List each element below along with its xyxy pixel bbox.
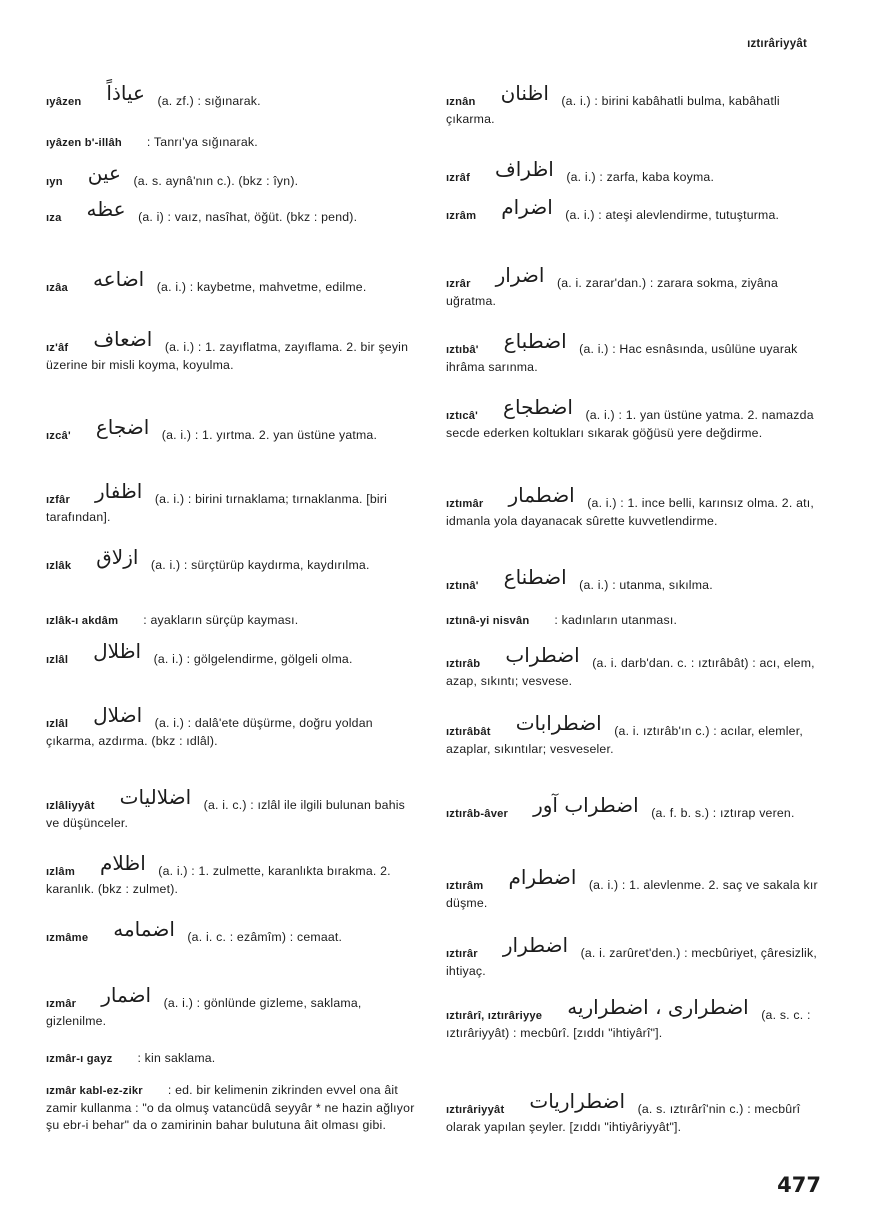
entry-definition: (a. i.) : sürçtürüp kaydırma, kaydırılma. [150,558,370,572]
entry-headword: ıztırârî, ıztırâriyye [446,1010,543,1022]
entry-headword: ıztırâm [446,880,484,892]
entry-arabic-script: اضعاف [93,327,153,351]
dictionary-entry [446,643,820,690]
entry-definition: (a. i.) : dalâ'ete düşürme, doğru yoldan çıkarma, azdırma. (bkz : ıdlâl). [46,716,373,748]
entry-headword: ızlâl [46,718,69,730]
entry-arabic-script: اضطرابات [515,711,602,735]
entry-headword: ızmâr-ı gayz [46,1053,113,1065]
entry-definition: (a. i.) : gölgelendirme, gölgeli olma. [153,652,353,666]
entry-arabic-script: ازلاق [96,545,139,569]
entry-arabic-script: اضرار [495,263,545,287]
entry-definition: (a. i. darb'dan. c. : ıztırâbât) : acı, elem, azap, sıkıntı; vesvese. [446,656,815,688]
entry-definition: (a. f. b. s.) : ıztırap veren. [651,806,795,820]
entry-headword: ıyâzen [46,96,82,108]
entry-definition: (a. i. c.) : ızlâl ile ilgili bulunan bahis ve düşünceler. [46,798,406,830]
entry-headword: ıyâzen b'-illâh [46,137,122,149]
entry-arabic-script: اضطراب [505,643,580,667]
entry-definition: (a. i.) : 1. yırtma. 2. yan üstüne yatma. [161,428,378,442]
entry-headword: ıztıbâ' [446,344,479,356]
entry-arabic-script: عظه [86,197,126,221]
entry-definition: (a. i.) : Hac esnâsında, usûlüne uyarak ihrâma sarınma. [446,342,798,374]
dictionary-entry [46,1050,420,1068]
entry-definition: (a. i.) : 1. zayıflatma, zayıflama. 2. bir şeyin üzerine bir misli koyma, koyulma. [46,340,409,372]
entry-headword: ıznân [446,96,476,108]
dictionary-entry [46,785,420,832]
entry-arabic-script: اظلام [99,851,146,875]
entry-definition: (a. s. ıztırârî'nin c.) : mecbûrî olarak yapılan şeyler. [zıddı "ihtiyâriyyât"]. [446,1102,801,1134]
entry-definition: (a. zf.) : sığınarak. [157,94,261,108]
entry-definition: (a. i.) : 1. ince belli, karınsız olma. 2. atı, idmanla yola dayanacak sûrette kuvvetlendirme. [446,496,814,528]
dictionary-entry [46,327,420,374]
entry-arabic-script: اضطناع [503,565,567,589]
entry-headword: ıyn [46,176,63,188]
dictionary-entry [46,612,420,630]
dictionary-entry [46,134,420,152]
entry-arabic-script: اظلال [93,639,142,663]
entry-headword: ızlâm [46,866,75,878]
entry-headword: ızmâr kabl-ez-zikr [46,1085,143,1097]
entry-arabic-script: اضطباع [503,329,567,353]
entry-headword: ızfâr [46,494,71,506]
dictionary-entry [46,161,420,191]
entry-definition: (a. i.) : ateşi alevlendirme, tutuşturma. [565,208,780,222]
dictionary-entry [446,865,820,912]
entry-headword: ızlâl [46,654,69,666]
entry-definition: : kin saklama. [137,1051,216,1065]
dictionary-entry [46,415,420,445]
entry-definition: : kadınların utanması. [554,613,678,627]
entry-arabic-script: اضطراریات [529,1089,626,1113]
entry-headword: ıztıcâ' [446,410,479,422]
entry-definition: (a. i.) : 1. zulmette, karanlıkta bırakma. 2. karanlık. (bkz : zulmet). [46,864,391,896]
dictionary-entry [446,195,820,225]
entry-arabic-script: اضلال [93,703,143,727]
entry-headword: ızlâliyyât [46,800,95,812]
entry-definition: (a. s. c. : ıztırâriyyât) : mecbûrî. [zıddı "ihtiyârî"]. [446,1008,811,1040]
entry-arabic-script: اضمار [101,983,152,1007]
entry-headword: ızâa [46,282,68,294]
entry-arabic-script: اظنان [500,81,549,105]
entry-definition: (a. i.) : utanma, sıkılma. [579,578,713,592]
entry-arabic-script: اضاعه [92,267,145,291]
entry-headword: ızrâm [446,210,477,222]
dictionary-entry [46,983,420,1030]
entry-headword: ıztırâriyyât [446,1104,505,1116]
dictionary-entry [446,263,820,310]
dictionary-entry [46,917,420,947]
dictionary-entry [446,81,820,128]
entry-arabic-script: اضمامه [113,917,175,941]
dictionary-entry [46,197,420,227]
dictionary-entry [46,639,420,669]
dictionary-entry [46,81,420,111]
entry-arabic-script: اضطمار [508,483,575,507]
dictionary-entry [446,395,820,442]
entry-arabic-script: عياذاً [106,81,145,105]
dictionary-entry [46,267,420,297]
entry-arabic-script: اضجاع [95,415,150,439]
entry-headword: ıztınâ-yi nisvân [446,615,530,627]
entry-definition: (a. i. zarûret'den.) : mecbûriyet, çâresizlik, ihtiyaç. [446,946,817,978]
running-head: ıztırâriyyât [747,38,807,50]
entry-headword: ızlâk [46,560,72,572]
entry-definition: : ayakların sürçüp kayması. [143,613,299,627]
dictionary-entry [446,157,820,187]
entry-definition: (a. i) : vaız, nasîhat, öğüt. (bkz : pend). [138,210,358,224]
dictionary-entry [46,545,420,575]
entry-headword: ızmâr [46,998,77,1010]
entry-definition: (a. i. c. : ezâmîm) : cemaat. [187,930,343,944]
entry-definition: (a. i. ıztırâb'ın c.) : acılar, elemler, azaplar, sıkıntılar; vesveseler. [446,724,803,756]
entry-definition: (a. i.) : gönlünde gizleme, saklama, gizlenilme. [46,996,362,1028]
entry-arabic-script: اضطرار [502,933,569,957]
entry-arabic-script: اضطرام [508,865,577,889]
entry-headword: ıztımâr [446,498,484,510]
dictionary-entry [446,793,820,823]
entry-definition: (a. i.) : birini tırnaklama; tırnaklanma. [biri tarafından]. [46,492,388,524]
dictionary-entry [446,933,820,980]
entry-arabic-script: اضطراری ، اضطراریه [567,995,749,1019]
entry-definition: (a. i.) : 1. yan üstüne yatma. 2. namazda secde ederken koltukları sıkarak göğüsü yere değdirme. [446,408,814,440]
entry-definition: (a. i.) : birini kabâhatli bulma, kabâhatli çıkarma. [446,94,780,126]
entry-arabic-script: اضرام [501,195,553,219]
entry-arabic-script: اضلاليات [119,785,192,809]
entry-headword: ızrâr [446,278,471,290]
dictionary-entry [446,483,820,530]
page-number: 477 [777,1173,821,1197]
entry-arabic-script: اضطراب آور [533,793,639,817]
dictionary-entry [446,565,820,595]
entry-headword: ıztırâb [446,658,481,670]
dictionary-entry [46,479,420,526]
entry-headword: ıztırâr [446,948,478,960]
entry-headword: ıza [46,212,62,224]
entry-headword: ıztırâbât [446,726,491,738]
entry-headword: ıztınâ' [446,580,479,592]
dictionary-entry [446,329,820,376]
entry-headword: ızmâme [46,932,89,944]
entry-arabic-script: عين [87,161,121,185]
dictionary-entry [46,1082,420,1134]
dictionary-entry [46,703,420,750]
entry-headword: ız'âf [46,342,69,354]
entry-definition: : Tanrı'ya sığınarak. [146,135,258,149]
dictionary-entry [46,851,420,898]
entry-arabic-script: اضطجاع [503,395,573,419]
entry-headword: ızlâk-ı akdâm [46,615,119,627]
entry-definition: (a. i.) : kaybetme, mahvetme, edilme. [156,280,367,294]
dictionary-entry [446,995,820,1042]
entry-arabic-script: اظفار [95,479,143,503]
entry-headword: ızcâ' [46,430,71,442]
entry-definition: (a. i.) : zarfa, kaba koyma. [566,170,715,184]
entry-headword: ıztırâb-âver [446,808,509,820]
dictionary-entry [446,612,820,630]
entry-definition: : ed. bir kelimenin zikrinden evvel ona âit zamir kullanma : "o da olmuş vatancüdâ seyyâr * ne hazin ağlıyor şu ebr-i behar" da o zamirinin bahar bulutuna âit olması gibi. [46,1083,415,1132]
entry-definition: (a. i.) : 1. alevlenme. 2. saç ve sakala kır düşme. [446,878,818,910]
dictionary-entry [446,711,820,758]
dictionary-entry [446,1089,820,1136]
entry-headword: ızrâf [446,172,471,184]
entry-arabic-script: اظراف [495,157,554,181]
entry-definition: (a. s. aynâ'nın c.). (bkz : îyn). [133,174,299,188]
entry-definition: (a. i. zarar'dan.) : zarara sokma, ziyâna uğratma. [446,276,778,308]
